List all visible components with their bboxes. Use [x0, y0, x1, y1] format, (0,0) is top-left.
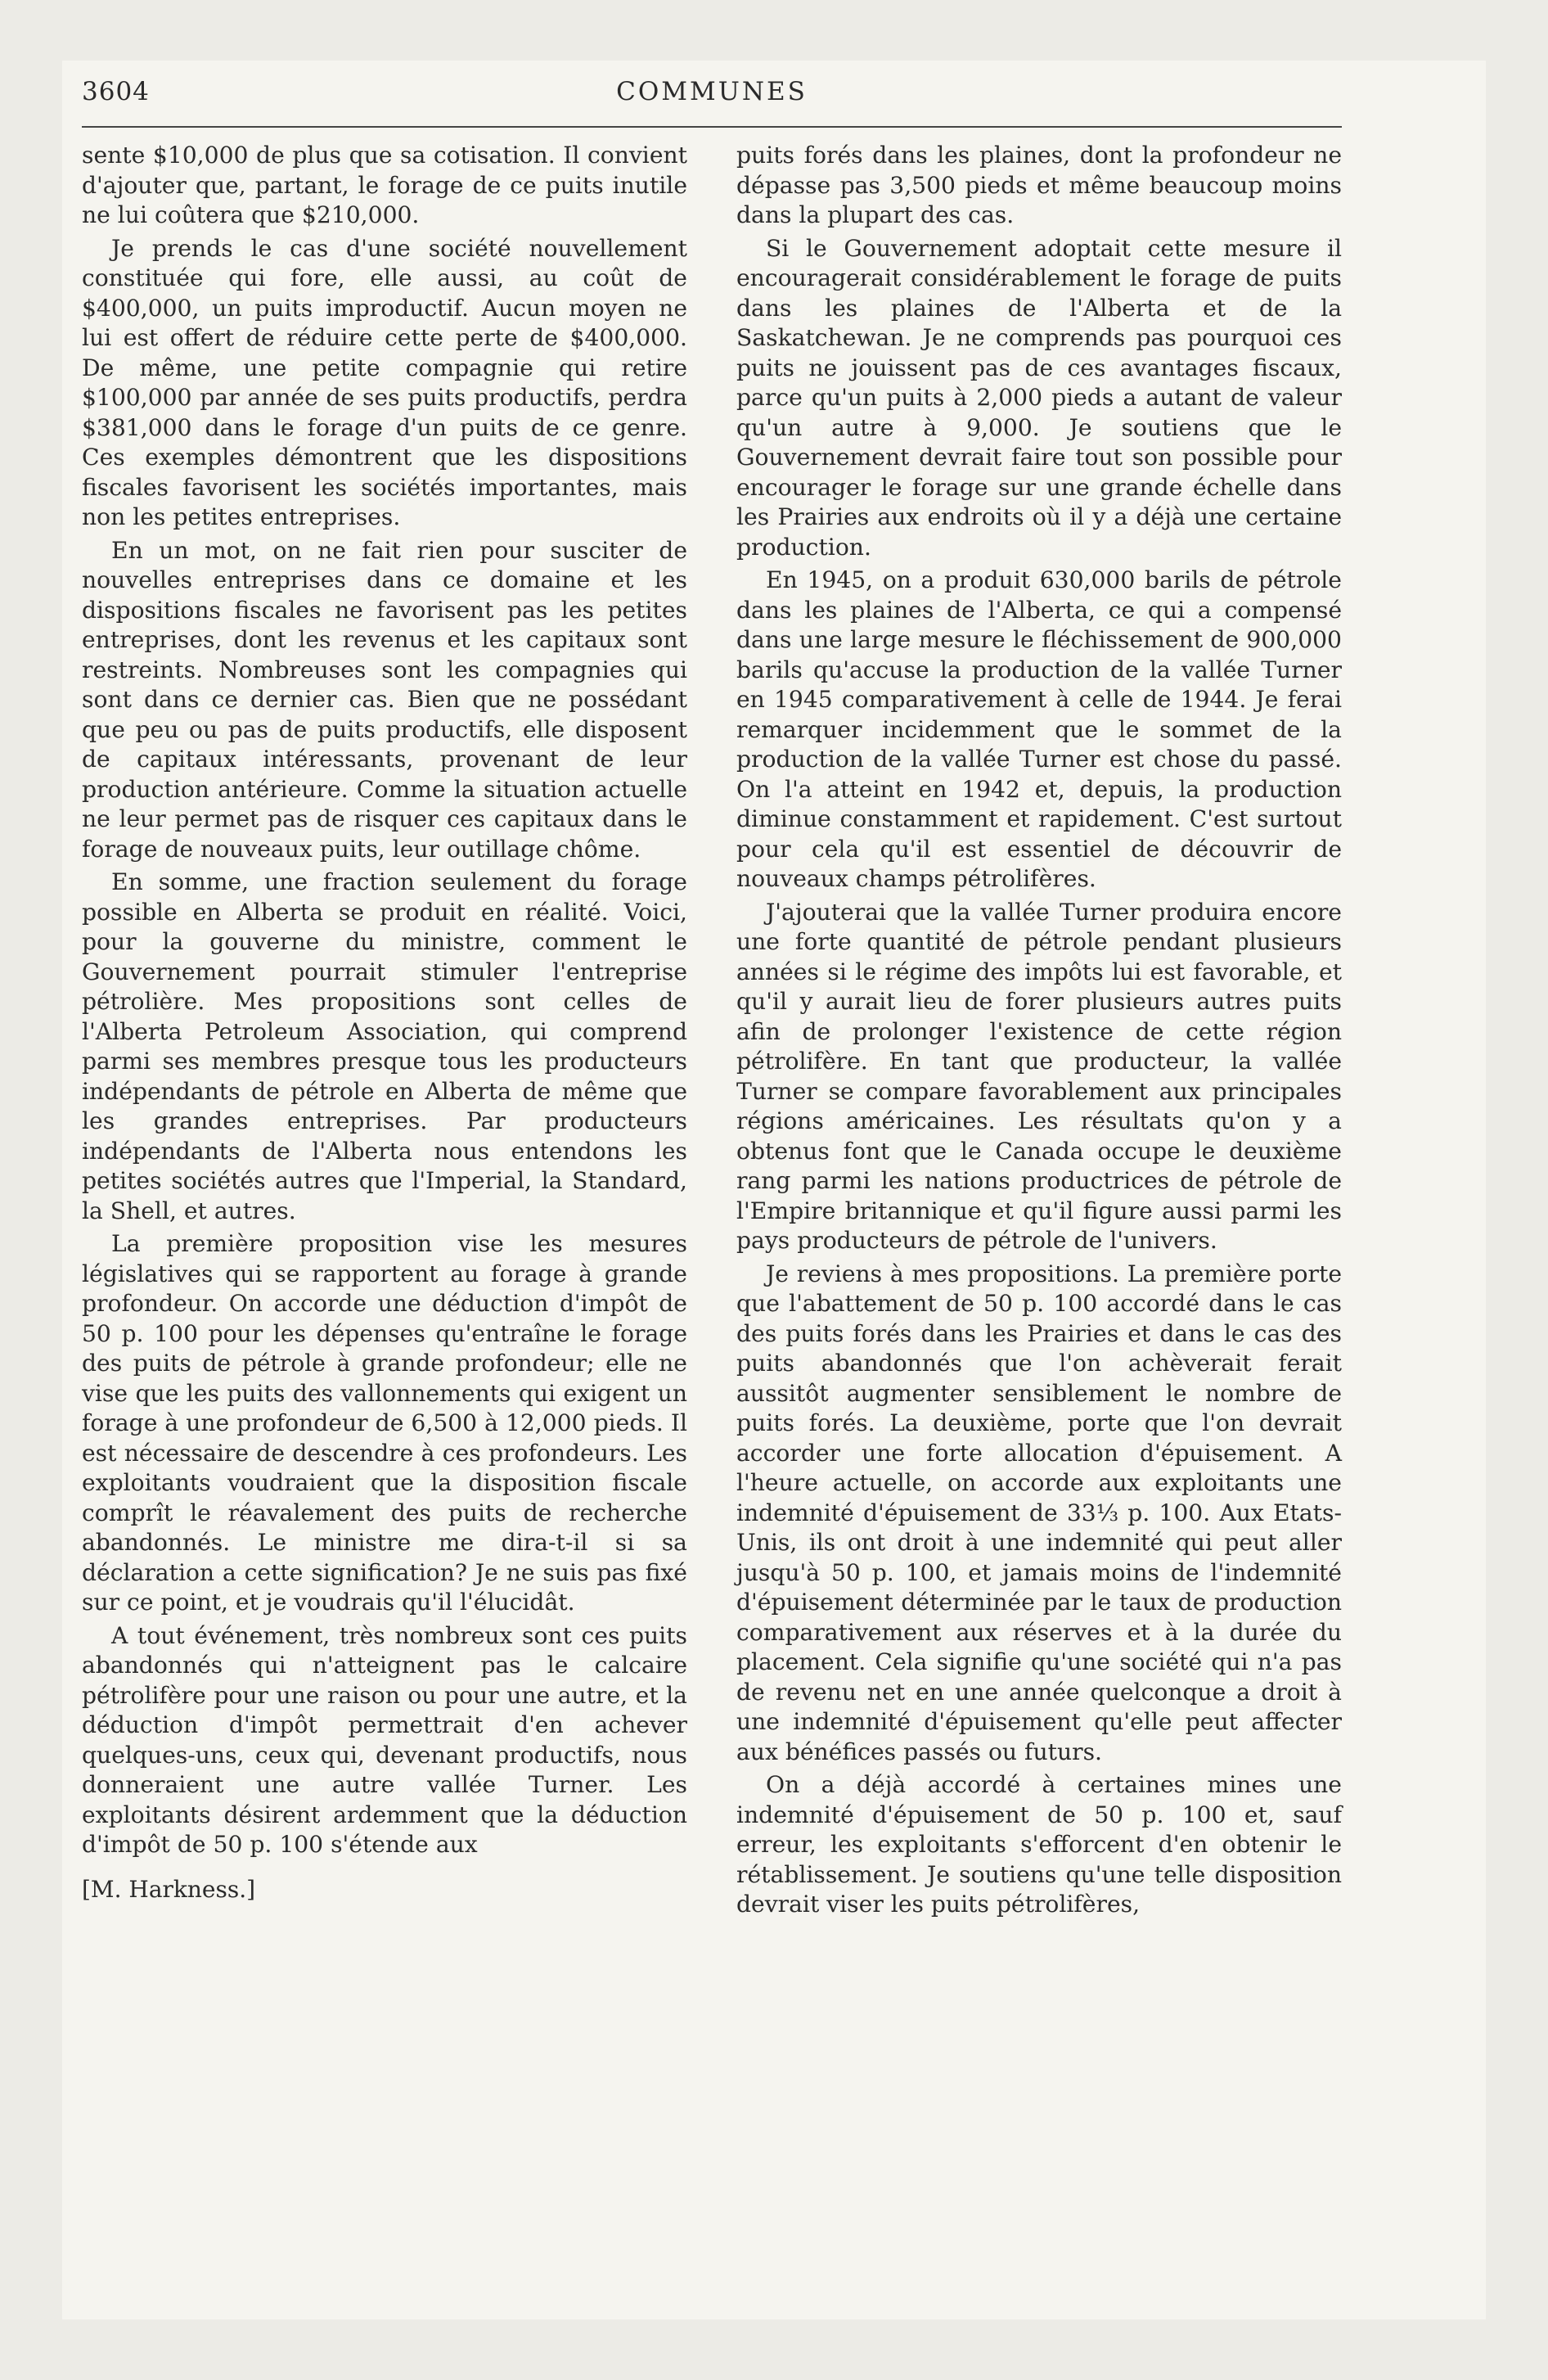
paragraph: J'ajouterai que la vallée Turner produira encore une forte quantité de pétrole pendant plusieurs années si le régime des impôts lui est favorable, et qu'il y aurait lieu de forer plusieurs autres puits afin de prolonger l'existence de cette région pétrolifère. En tant que producteur, la vallée Turner se compare favorablement aux principales régions américaines. Les résultats qu'on y a obtenus font que le Canada occupe le deuxième rang parmi les nations productrices de pétrole de l'Empire britannique et qu'il figure aussi parmi les pays producteurs de pétrole de l'univers.	[736, 898, 1342, 1254]
paragraph: Je reviens à mes propositions. La première porte que l'abattement de 50 p. 100 accordé dans le cas des puits forés dans les Prairies et dans le cas des puits abandonnés que l'on achèverait ferait aussitôt augmenter sensiblement le nombre de puits forés. La deuxième, porte que l'on devrait accorder une forte allocation d'épuisement. A l'heure actuelle, on accorde aux exploitants une indemnité d'épuisement de 33⅓ p. 100. Aux Etats-Unis, ils ont droit à une indemnité qui peut aller jusqu'à 50 p. 100, et jamais moins de l'indemnité d'épuisement déterminée par le taux de production comparativement aux réserves et à la durée du placement. Cela signifie qu'une société qui n'a pas de revenu net en une année quelconque a droit à une indemnité d'épuisement qu'elle peut affecter aux bénéfices passés ou futurs.	[736, 1260, 1342, 1765]
left-column	[82, 141, 687, 1904]
right-column	[736, 141, 1342, 1923]
paragraph: En un mot, on ne fait rien pour susciter de nouvelles entreprises dans ce domaine et les dispositions fiscales ne favorisent pas les petites entreprises, dont les revenus et les capitaux sont restreints. Nombreuses sont les compagnies qui sont dans ce dernier cas. Bien que ne possédant que peu ou pas de puits productifs, elle disposent de capitaux intéressants, provenant de leur production antérieure. Comme la situation actuelle ne leur permet pas de risquer ces capitaux dans le forage de nouveaux puits, leur outillage chôme.	[82, 536, 687, 863]
paragraph: Si le Gouvernement adoptait cette mesure il encouragerait considérablement le forage de puits dans les plaines de l'Alberta et de la Saskatchewan. Je ne comprends pas pourquoi ces puits ne jouissent pas de ces avantages fiscaux, parce qu'un puits à 2,000 pieds a autant de valeur qu'un autre à 9,000. Je soutiens que le Gouvernement devrait faire tout son possible pour encourager le forage sur une grande échelle dans les Prairies aux endroits où il y a déjà une certaine production.	[736, 234, 1342, 561]
paragraph: En somme, une fraction seulement du forage possible en Alberta se produit en réalité. Voici, pour la gouverne du ministre, comment le Gouvernement pourrait stimuler l'entreprise pétrolière. Mes propositions sont celles de l'Alberta Petroleum Association, qui comprend parmi ses membres presque tous les producteurs indépendants de pétrole en Alberta de même que les grandes entreprises. Par producteurs indépendants de l'Alberta nous entendons les petites sociétés autres que l'Imperial, la Standard, la Shell, et autres.	[82, 868, 687, 1224]
speaker-attribution: [M. Harkness.]	[82, 1875, 256, 1903]
paragraph: On a déjà accordé à certaines mines une indemnité d'épuisement de 50 p. 100 et, sauf erreur, les exploitants s'efforcent d'en obtenir le rétablissement. Je soutiens qu'une telle disposition devrait viser les puits pétrolifères,	[736, 1771, 1342, 1918]
header-rule	[82, 126, 1342, 128]
paragraph: En 1945, on a produit 630,000 barils de pétrole dans les plaines de l'Alberta, ce qui a compensé dans une large mesure le fléchissement de 900,000 barils qu'accuse la production de la vallée Turner en 1945 comparativement à celle de 1944. Je ferai remarquer incidemment que le sommet de la production de la vallée Turner est chose du passé. On l'a atteint en 1942 et, depuis, la production diminue constamment et rapidement. C'est surtout pour cela qu'il est essentiel de découvrir de nouveaux champs pétrolifères.	[736, 566, 1342, 892]
running-head: COMMUNES	[616, 77, 808, 106]
paragraph: sente $10,000 de plus que sa cotisation. Il convient d'ajouter que, partant, le forage de ce puits inutile ne lui coûtera que $210,000.	[82, 142, 687, 228]
page-header	[82, 77, 1342, 126]
paragraph: puits forés dans les plaines, dont la profondeur ne dépasse pas 3,500 pieds et même beaucoup moins dans la plupart des cas.	[736, 142, 1342, 228]
paragraph: A tout événement, très nombreux sont ces puits abandonnés qui n'atteignent pas le calcaire pétrolifère pour une raison ou pour une autre, et la déduction d'impôt permettrait d'en achever quelques-uns, ceux qui, devenant productifs, nous donneraient une autre vallée Turner. Les exploitants désirent ardemment que la déduction d'impôt de 50 p. 100 s'étende aux	[82, 1621, 687, 1858]
paragraph: La première proposition vise les mesures législatives qui se rapportent au forage à grande profondeur. On accorde une déduction d'impôt de 50 p. 100 pour les dépenses qu'entraîne le forage des puits de pétrole à grande profondeur; elle ne vise que les puits des vallonnements qui exigent un forage à une profondeur de 6,500 à 12,000 pieds. Il est nécessaire de descendre à ces profondeurs. Les exploitants voudraient que la disposition fiscale comprît le réavalement des puits de recherche abandonnés. Le ministre me dira-t-il si sa déclaration a cette signification? Je ne suis pas fixé sur ce point, et je voudrais qu'il l'élucidât.	[82, 1230, 687, 1616]
page-number: 3604	[82, 77, 150, 106]
paragraph: Je prends le cas d'une société nouvellement constituée qui fore, elle aussi, au coût de $400,000, un puits improductif. Aucun moyen ne lui est offert de réduire cette perte de $400,000. De même, une petite compagnie qui retire $100,000 par année de ses puits productifs, perdra $381,000 dans le forage d'un puits de ce genre. Ces exemples démontrent que les dispositions fiscales favorisent les sociétés importantes, mais non les petites entreprises.	[82, 234, 687, 530]
